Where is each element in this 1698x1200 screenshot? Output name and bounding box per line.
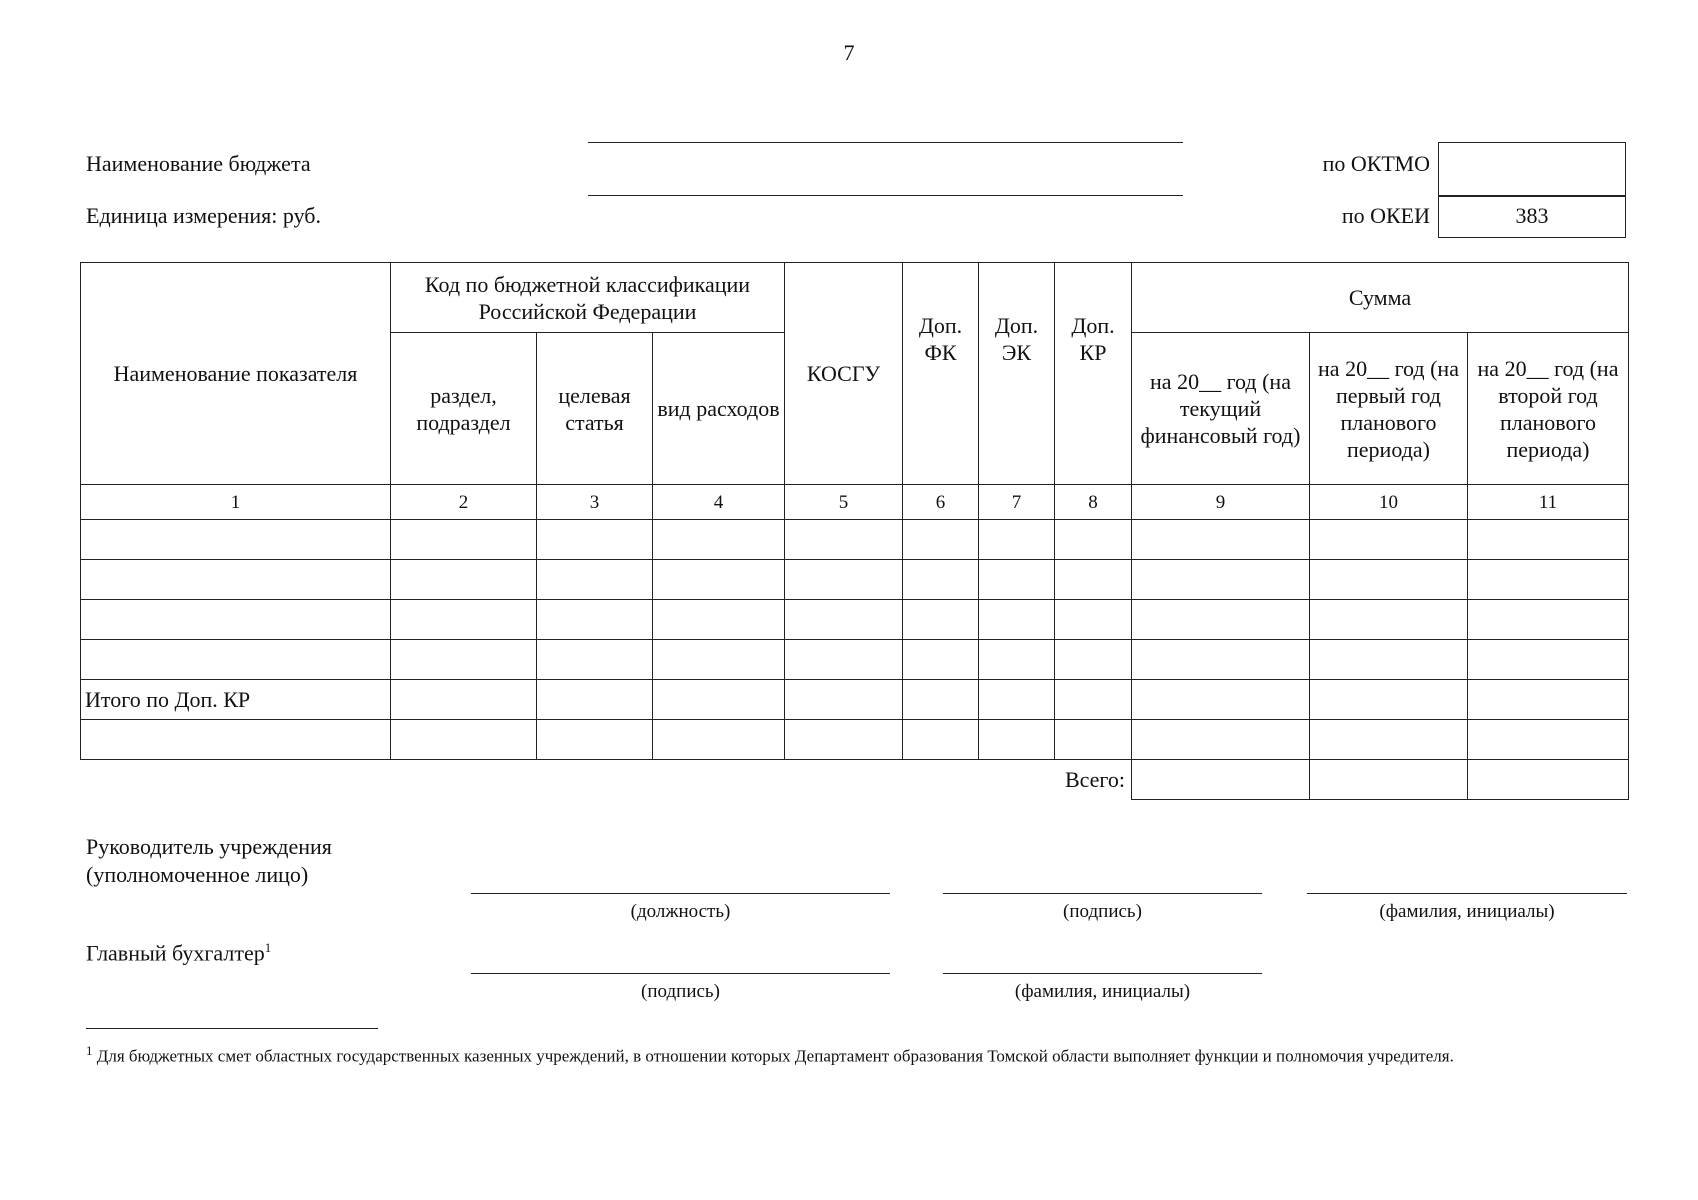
table-cell[interactable] [1310, 720, 1468, 760]
header-dop-ek: Доп. ЭК [979, 263, 1055, 485]
table-cell[interactable] [391, 520, 537, 560]
table-cell[interactable] [903, 680, 979, 720]
col-number: 6 [903, 485, 979, 520]
budget-name-label: Наименование бюджета [86, 151, 311, 176]
table-cell[interactable] [1468, 600, 1629, 640]
table-cell[interactable] [1468, 520, 1629, 560]
table-cell[interactable] [1468, 720, 1629, 760]
table-cell[interactable] [1468, 640, 1629, 680]
table-cell[interactable] [81, 640, 391, 680]
header-vid-raskhodov: вид расходов [653, 333, 785, 485]
table-cell[interactable] [903, 520, 979, 560]
column-number-row [81, 485, 1629, 520]
table-row [81, 520, 1629, 560]
header-summa: Сумма [1132, 263, 1629, 333]
table-cell[interactable] [653, 720, 785, 760]
total-row [81, 760, 1629, 800]
table-cell[interactable] [979, 720, 1055, 760]
header-tselevaya-statya: целевая статья [537, 333, 653, 485]
table-cell[interactable] [1132, 640, 1310, 680]
table-cell[interactable] [537, 720, 653, 760]
table-cell[interactable] [1468, 680, 1629, 720]
table-cell[interactable] [1310, 560, 1468, 600]
okei-label: по ОКЕИ [1341, 203, 1430, 228]
table-cell[interactable] [653, 560, 785, 600]
accountant-signature-caption: (подпись) [641, 981, 720, 1002]
table-cell[interactable] [1055, 520, 1132, 560]
budget-name-line-top [588, 142, 1183, 143]
header-kosgu: КОСГУ [785, 263, 903, 485]
col-number: 8 [1055, 485, 1132, 520]
table-cell[interactable] [785, 680, 903, 720]
chief-accountant-text: Главный бухгалтер [86, 940, 265, 966]
itogo-row [81, 680, 1629, 720]
header-dop-fk: Доп. ФК [903, 263, 979, 485]
total-label: Всего: [81, 760, 1132, 800]
table-cell[interactable] [903, 640, 979, 680]
table-cell[interactable] [1132, 520, 1310, 560]
header-year-current: на 20__ год (на текущий финансовый год) [1132, 333, 1310, 485]
oktmo-label: по ОКТМО [1322, 151, 1430, 176]
table-row [81, 720, 1629, 760]
budget-name-line-bottom [588, 195, 1183, 196]
footnote-mark: 1 [86, 1043, 93, 1058]
table-cell[interactable] [653, 600, 785, 640]
table-cell[interactable] [81, 720, 391, 760]
table-cell[interactable] [653, 520, 785, 560]
col-number: 2 [391, 485, 537, 520]
col-number: 9 [1132, 485, 1310, 520]
table-cell[interactable] [1132, 680, 1310, 720]
col-number: 3 [537, 485, 653, 520]
col-number: 7 [979, 485, 1055, 520]
table-cell[interactable] [1055, 640, 1132, 680]
table-cell[interactable] [1132, 720, 1310, 760]
col-number: 11 [1468, 485, 1629, 520]
col-number: 1 [81, 485, 391, 520]
head-label-1: Руководитель учреждения [86, 834, 332, 859]
signature-line [943, 893, 1262, 894]
budget-table [80, 262, 1629, 800]
okei-code-box[interactable]: 383 [1438, 195, 1626, 238]
table-cell[interactable] [1310, 640, 1468, 680]
oktmo-code-box[interactable] [1438, 142, 1626, 197]
table-cell[interactable] [537, 680, 653, 720]
table-cell[interactable] [785, 600, 903, 640]
table-cell[interactable] [1055, 720, 1132, 760]
table-row [81, 560, 1629, 600]
table-cell[interactable] [1055, 680, 1132, 720]
table-cell[interactable] [1132, 560, 1310, 600]
footnote [86, 1039, 1626, 1069]
table-cell[interactable] [903, 600, 979, 640]
table-cell[interactable] [1310, 600, 1468, 640]
accountant-name-caption: (фамилия, инициалы) [1014, 981, 1191, 1002]
head-label-2: (уполномоченное лицо) [86, 862, 309, 887]
header-budget-classification: Код по бюджетной классификации Российской Федерации [391, 263, 785, 333]
table-cell[interactable] [979, 600, 1055, 640]
name-caption: (фамилия, инициалы) [1379, 901, 1555, 922]
itogo-label: Итого по Доп. КР [81, 680, 391, 720]
header-year-second: на 20__ год (на второй год планового периода) [1468, 333, 1629, 485]
table-cell[interactable] [785, 640, 903, 680]
table-cell[interactable] [903, 560, 979, 600]
table-cell[interactable] [785, 560, 903, 600]
table-cell[interactable] [1132, 600, 1310, 640]
accountant-signature-line [471, 973, 890, 974]
table-row [81, 640, 1629, 680]
table-cell[interactable] [391, 640, 537, 680]
page-number: 7 [843, 40, 855, 65]
table-cell[interactable] [979, 520, 1055, 560]
table-cell[interactable] [81, 600, 391, 640]
col-number: 10 [1310, 485, 1468, 520]
table-cell[interactable] [785, 520, 903, 560]
table-cell[interactable] [1468, 560, 1629, 600]
table-cell[interactable] [785, 720, 903, 760]
table-cell[interactable] [1310, 520, 1468, 560]
table-cell[interactable] [81, 520, 391, 560]
total-cell[interactable] [1132, 760, 1310, 800]
signature-caption: (подпись) [1063, 901, 1142, 922]
table-cell[interactable] [979, 680, 1055, 720]
position-caption: (должность) [630, 901, 731, 922]
table-cell[interactable] [903, 720, 979, 760]
table-cell[interactable] [81, 560, 391, 600]
footnote-text: Для бюджетных смет областных государственных казенных учреждений, в отношении которых Департамент образования Томской области выполняет функции и полномочия учредителя. [96, 1046, 1454, 1066]
unit-label: Единица измерения: руб. [86, 203, 321, 228]
total-cell[interactable] [1468, 760, 1629, 800]
footnote-separator [86, 1028, 378, 1029]
table-cell[interactable] [653, 680, 785, 720]
table-cell[interactable] [537, 520, 653, 560]
table-cell[interactable] [391, 720, 537, 760]
table-cell[interactable] [391, 600, 537, 640]
col-number: 4 [653, 485, 785, 520]
table-cell[interactable] [537, 600, 653, 640]
position-line [471, 893, 890, 894]
table-cell[interactable] [653, 640, 785, 680]
table-cell[interactable] [391, 680, 537, 720]
chief-accountant-label [86, 940, 271, 966]
table-cell[interactable] [537, 560, 653, 600]
accountant-name-line [943, 973, 1262, 974]
table-cell[interactable] [1310, 680, 1468, 720]
total-cell[interactable] [1310, 760, 1468, 800]
table-cell[interactable] [979, 640, 1055, 680]
col-number: 5 [785, 485, 903, 520]
header-dop-kr: Доп. КР [1055, 263, 1132, 485]
table-cell[interactable] [1055, 600, 1132, 640]
footnote-ref: 1 [264, 940, 272, 955]
header-indicator-name: Наименование показателя [81, 263, 391, 485]
table-cell[interactable] [537, 640, 653, 680]
table-cell[interactable] [391, 560, 537, 600]
table-cell[interactable] [979, 560, 1055, 600]
header-year-first: на 20__ год (на первый год планового периода) [1310, 333, 1468, 485]
table-row [81, 600, 1629, 640]
table-cell[interactable] [1055, 560, 1132, 600]
header-razdel: раздел, подраздел [391, 333, 537, 485]
name-line [1307, 893, 1627, 894]
